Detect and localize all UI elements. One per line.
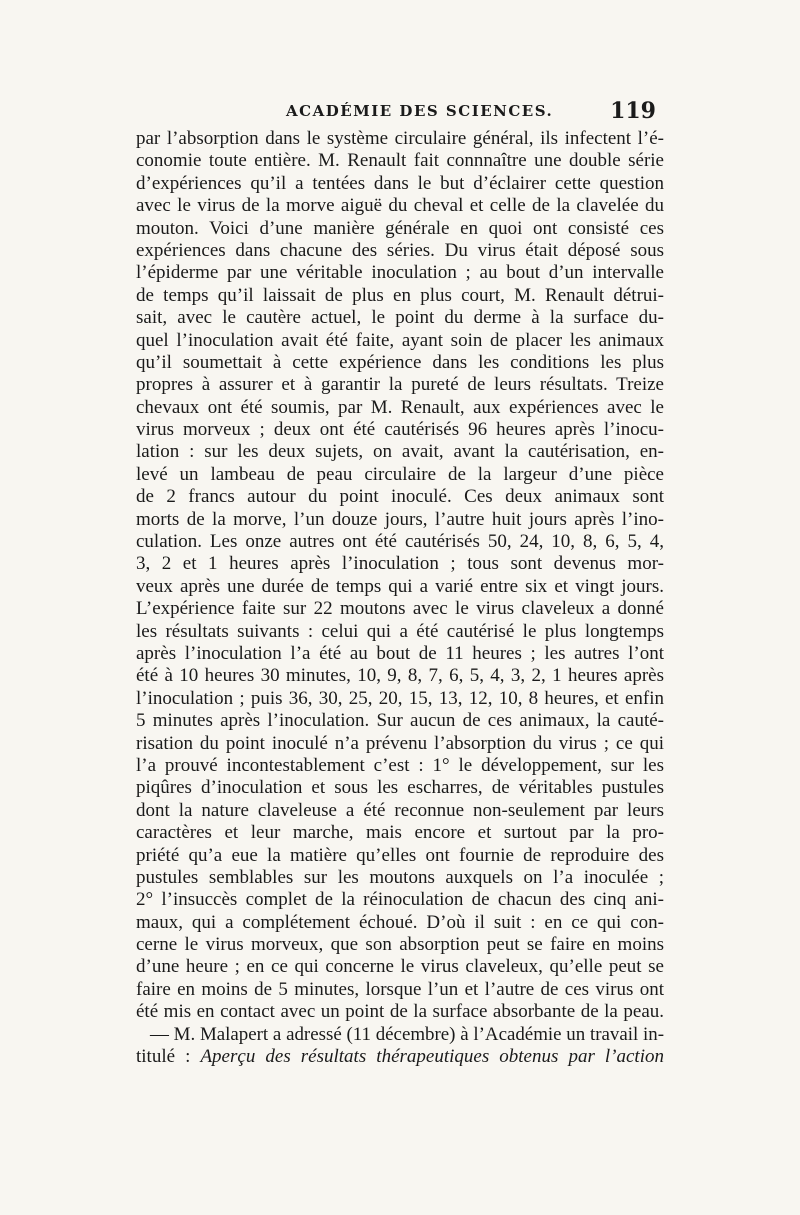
text-line: quel l’inoculation avait été faite, ayant soin de placer les animaux <box>136 329 664 351</box>
text-line: dont la nature claveleuse a été reconnue non-seulement par leurs <box>136 799 664 821</box>
text-line-last <box>136 1046 664 1068</box>
text-line: veux après une durée de temps qui a varié entre six et vingt jours. <box>136 575 664 597</box>
text-line: avec le virus de la morve aiguë du cheval et celle de la clavelée du <box>136 195 664 217</box>
page-number: 119 <box>610 98 656 124</box>
text-line: priété qu’a eue la matière qu’elles ont fournie de reproduire des <box>136 844 664 866</box>
text-line: lation : sur les deux sujets, on avait, avant la cautérisation, en- <box>136 441 664 463</box>
text-line: les résultats suivants : celui qui a été cautérisé le plus longtemps <box>136 620 664 642</box>
text-line: après l’inoculation l’a été au bout de 11 heures ; les autres l’ont <box>136 642 664 664</box>
text-line: cerne le virus morveux, que son absorption peut se faire en moins <box>136 934 664 956</box>
text-line: L’expérience faite sur 22 moutons avec le virus claveleux a donné <box>136 598 664 620</box>
text-line: l’épiderme par une véritable inoculation ; au bout d’un intervalle <box>136 262 664 284</box>
body-text <box>136 128 664 1068</box>
text-line: conomie toute entière. M. Renault fait connnaître une double série <box>136 150 664 172</box>
page-header <box>136 98 656 128</box>
text-line: 2° l’insuccès complet de la réinoculation de chacun des cinq ani- <box>136 889 664 911</box>
text-line: faire en moins de 5 minutes, lorsque l’un et l’autre de ces virus ont <box>136 978 664 1000</box>
text-line: sait, avec le cautère actuel, le point du derme à la surface du- <box>136 307 664 329</box>
text-line: d’expériences qu’il a tentées dans le but d’éclairer cette question <box>136 172 664 194</box>
text-line: pustules semblables sur les moutons auxquels on l’a inoculée ; <box>136 866 664 888</box>
text-line: été à 10 heures 30 minutes, 10, 9, 8, 7, 6, 5, 4, 3, 2, 1 heures après <box>136 665 664 687</box>
text-line: par l’absorption dans le système circulaire général, ils infectent l’é- <box>136 128 664 149</box>
text-line: morts de la morve, l’un douze jours, l’autre huit jours après l’ino- <box>136 508 664 530</box>
text-line: virus morveux ; deux ont été cautérisés 96 heures après l’inocu- <box>136 419 664 441</box>
text-line: levé un lambeau de peau circulaire de la largeur d’une pièce <box>136 463 664 485</box>
text-line: l’inoculation ; puis 36, 30, 25, 20, 15, 13, 12, 10, 8 heures, et enfin <box>136 687 664 709</box>
text-line: qu’il soumettait à cette expérience dans les conditions les plus <box>136 351 664 373</box>
text-line-prefix: titulé : <box>136 1046 201 1068</box>
text-line: risation du point inoculé n’a prévenu l’absorption du virus ; ce qui <box>136 732 664 754</box>
text-line: maux, qui a complétement échoué. D’où il suit : en ce qui con- <box>136 911 664 933</box>
text-line: de temps qu’il laissait de plus en plus court, M. Renault détrui- <box>136 284 664 306</box>
text-line: — M. Malapert a adressé (11 décembre) à l’Académie un travail in- <box>150 1023 664 1045</box>
text-line: expériences dans chacune des séries. Du virus était déposé sous <box>136 239 664 261</box>
running-head: ACADÉMIE DES SCIENCES. <box>286 102 554 120</box>
text-line: d’une heure ; en ce qui concerne le virus claveleux, qu’elle peut se <box>136 956 664 978</box>
work-title-italic: Aperçu des résultats thérapeutiques obtenus par l’action <box>200 1046 664 1068</box>
text-line: de 2 francs autour du point inoculé. Ces deux animaux sont <box>136 486 664 508</box>
text-line: propres à assurer et à garantir la pureté de leurs résultats. Treize <box>136 374 664 396</box>
text-line: piqûres d’inoculation et sous les escharres, de véritables pustules <box>136 777 664 799</box>
text-line: caractères et leur marche, mais encore et surtout par la pro- <box>136 822 664 844</box>
text-line: mouton. Voici d’une manière générale en quoi ont consisté ces <box>136 217 664 239</box>
text-line: 3, 2 et 1 heures après l’inoculation ; tous sont devenus mor- <box>136 553 664 575</box>
text-line: chevaux ont été soumis, par M. Renault, aux expériences avec le <box>136 396 664 418</box>
text-line: culation. Les onze autres ont été cautérisés 50, 24, 10, 8, 6, 5, 4, <box>136 531 664 553</box>
text-line: été mis en contact avec un point de la surface absorbante de la peau. <box>136 1001 664 1023</box>
text-line: 5 minutes après l’inoculation. Sur aucun de ces animaux, la cauté- <box>136 710 664 732</box>
text-line: l’a prouvé incontestablement c’est : 1° le développement, sur les <box>136 754 664 776</box>
